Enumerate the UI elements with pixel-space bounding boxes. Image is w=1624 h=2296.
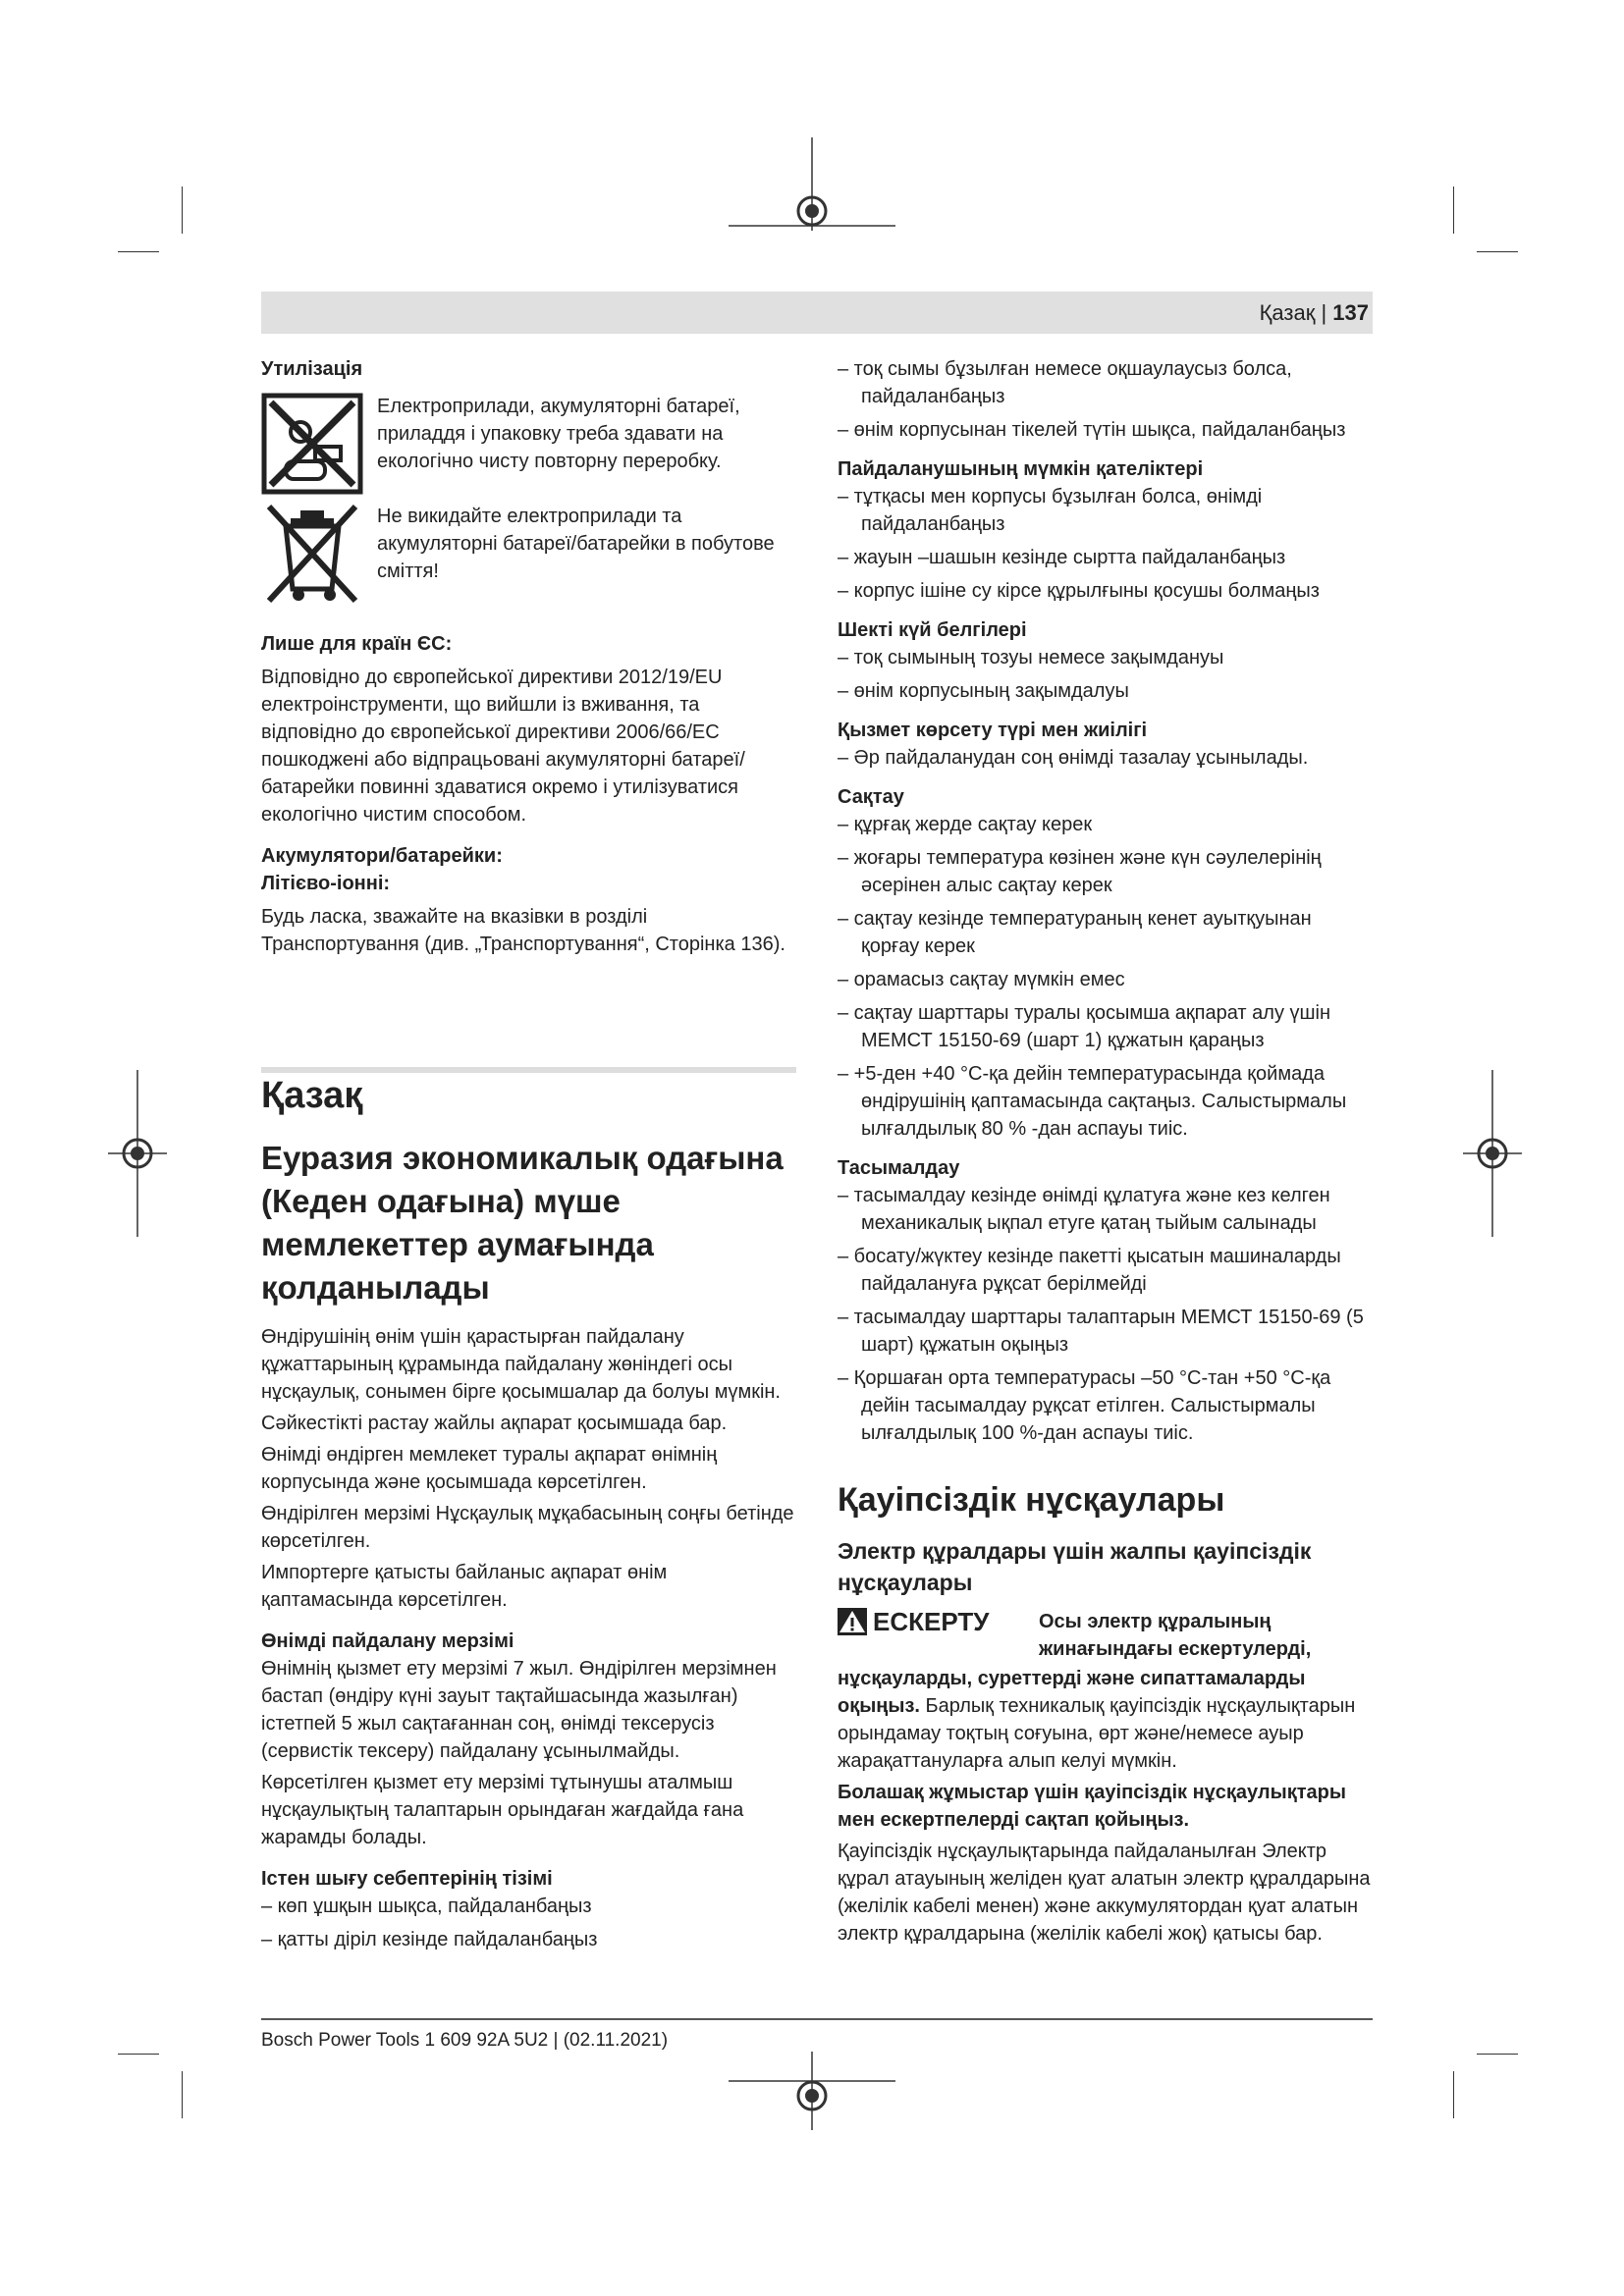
warning-label [838,1608,989,1635]
warning-bold-b: нұсқауларды, суреттерді және сипаттамаларды оқыңыз. [838,1668,1306,1717]
crop-mark [1453,187,1454,234]
warning-text: Барлық техникалық қауіпсіздік нұсқаулықтарын орындамау тоқтың соғуына, өрт және/немесе ауыр жарақаттануларға алып келуі мүмкін. [838,1695,1356,1772]
list-item: – құрғақ жерде сақтау керек [838,814,1093,835]
list-item: – +5-ден +40 °C-қа дейін температурасында қоймада өндірушінің қаптамасында сақтаңыз. Салыстырмалы ылғалдылық 80 % -дан аспауы тиіс. [838,1063,1347,1140]
list-item: – көп ұшқын шықса, пайдаланбаңыз [261,1896,592,1917]
eu-section [261,630,791,962]
footer-text: Bosch Power Tools 1 609 92A 5U2 | (02.11.2021) [261,2030,669,2051]
limit-list [838,644,1373,705]
list-item: – тұтқасы мен корпусы бұзылған болса, өнімді пайдаланбаңыз [838,486,1263,535]
storage-title: Сақтау [838,786,904,808]
transport-title: Тасымалдау [838,1157,960,1179]
intro-paragraph-2: Сәйкестікті растау жайлы ақпарат қосымшада бар. [261,1413,728,1434]
failure-list [261,1893,796,1953]
kazakh-title: Қазақ [261,1075,363,1116]
disposal-title: Утилізація [261,358,363,380]
failure-title: Істен шығу себептерінің тізімі [261,1868,553,1890]
page-header: Қазақ | 137 [1259,300,1369,325]
warning-triangle-icon [838,1608,867,1635]
service-life-text-1: Өнімнің қызмет ету мерзімі 7 жыл. Өндірілген мерзімнен бастап (өндіру күні зауыт тақтайшасында жазылған) істетпей 5 жыл сақтағаннан соң, өнімді тексерусіз (сервистік тексеру) пайдалану ұсынылмайды. [261,1658,777,1762]
service-list [838,744,1373,772]
crop-mark [1477,251,1518,252]
list-item: – тасымалдау шарттары талаптарын МЕМСТ 15150-69 (5 шарт) құжатын оқыңыз [838,1307,1364,1356]
registration-mark-bottom [729,2052,895,2150]
list-item: – тасымалдау кезінде өнімді құлатуға және кез келген механикалық ықпал етуге қатаң тыйым салынады [838,1185,1330,1234]
crossed-battery-icon [261,393,363,495]
crop-mark [118,2054,159,2055]
disposal-paragraph-1: Електроприлади, акумуляторні батареї, приладдя і упаковку треба здавати на екологічно чисту повторну переробку. [377,396,740,472]
list-item: – сақтау шарттары туралы қосымша ақпарат алу үшін МЕМСТ 15150-69 (шарт 1) құжатын қараңыз [838,1002,1331,1051]
list-item: – орамасыз сақтау мүмкін емес [838,969,1125,990]
crop-mark [182,2071,183,2118]
section-rule [261,1067,796,1073]
intro-paragraph-3: Өнімді өндірген мемлекет туралы ақпарат өнімнің корпусында және қосымшада көрсетілген. [261,1444,718,1493]
right-column [838,355,1373,1951]
footer-rule [261,2018,1373,2020]
registration-mark-right [1463,1070,1522,1237]
disposal-text-2 [377,503,789,589]
eu-text: Відповідно до європейської директиви 2012/19/EU електроінструменти, що вийшли із вживання, та відповідно до європейської директиви 2006/66/EC пошкоджені або відпрацьовані акумуляторні батареї/батарейки повинні здаватися окремо і утилізуватися екологічно чистим способом. [261,667,745,826]
warning-bold-a: Осы электр құралының жинағындағы ескертулерді, [1039,1611,1312,1660]
eu-title: Лише для країн ЄС: [261,633,453,655]
service-title: Қызмет көрсету түрі мен жиілігі [838,720,1148,741]
intro-paragraph-5: Импортерге қатысты байланыс ақпарат өнім қаптамасында көрсетілген. [261,1562,668,1611]
disposal-paragraph-2: Не викидайте електроприлади та акумуляторні батареї/батарейки в побутове сміття! [377,506,775,582]
left-column [261,355,796,389]
list-item: – өнім корпусынан тікелей түтін шықса, пайдаланбаңыз [838,419,1346,441]
errors-title: Пайдаланушының мүмкін қателіктері [838,458,1204,480]
service-life-title: Өнімді пайдалану мерзімі [261,1630,514,1652]
list-item: – тоқ сымы бұзылған немесе оқшаулаусыз болса, пайдаланбаңыз [838,358,1292,407]
crossed-wheelie-bin-icon [261,499,363,609]
list-item: – тоқ сымының тозуы немесе зақымдануы [838,647,1224,668]
list-item: – жауын –шашын кезінде сыртта пайдаланбаңыз [838,547,1286,568]
crop-mark [1477,2054,1518,2055]
term-text: Қауіпсіздік нұсқаулықтарында пайдаланылған Электр құрал атауының желіден қуат алатын электр құралдарына (желілік кабелі менен) және аккумулятордан қуат алатын электр құралдарына (желілік кабелі жоқ) қатысы бар. [838,1841,1371,1945]
intro-paragraph-4: Өндірілген мерзімі Нұсқаулық мұқабасының соңғы бетінде көрсетілген. [261,1503,794,1552]
header-section: Қазақ [1259,300,1316,325]
list-item: – жоғары температура көзінен және күн сәулелерінің әсерінен алыс сақтау керек [838,847,1322,896]
safety-title: Қауіпсіздік нұсқаулары [838,1481,1225,1519]
list-item: – босату/жүктеу кезінде пакетті қысатын машиналарды пайдалануға рұқсат берілмейді [838,1246,1341,1295]
service-life-text-2: Көрсетілген қызмет ету мерзімі тұтынушы аталмыш нұсқаулықтың талаптарын орындаған жағдайда ғана жарамды болады. [261,1772,744,1848]
limit-title: Шекті күй белгілері [838,619,1027,641]
crop-mark [118,251,159,252]
registration-mark-left [108,1070,167,1237]
transport-list [838,1182,1373,1447]
page-number: 137 [1332,300,1369,325]
disposal-text-1 [377,393,770,479]
errors-list [838,483,1373,605]
crop-mark [182,187,183,234]
intro-paragraph-1: Өндірушінің өнім үшін қарастырған пайдалану құжаттарының құрамында пайдалану жөніндегі осы нұсқаулық, сонымен бірге қосымшалар да болуы мүмкін. [261,1326,781,1403]
list-item: – өнім корпусының зақымдалуы [838,680,1129,702]
general-safety-title: Электр құралдары үшін жалпы қауіпсіздік нұсқаулары [838,1538,1312,1595]
liion-text: Будь ласка, зважайте на вказівки в розділі Транспортування (див. „Транспортування“, Сторінка 136). [261,906,785,955]
eaeu-title: Еуразия экономикалық одағына (Кеден одағына) мүше мемлекеттер аумағында қолданылады [261,1140,784,1306]
list-item: – Әр пайдаланудан соң өнімді тазалау ұсынылады. [838,747,1309,769]
liion-title: Літієво-іонні: [261,873,391,894]
registration-mark-top [729,137,895,285]
list-item: – Қоршаған орта температурасы –50 °C-тан +50 °C-қа дейін тасымалдау рұқсат етілген. Салыстырмалы ылғалдылық 100 %-дан аспауы тиіс. [838,1367,1331,1444]
storage-list [838,811,1373,1143]
keep-instructions: Болашақ жұмыстар үшін қауіпсіздік нұсқаулықтары мен ескертпелерді сақтап қойыңыз. [838,1782,1346,1831]
crop-mark [1453,2071,1454,2118]
top-list [838,355,1373,444]
list-item: – корпус ішіне су кірсе құрылғыны қосушы болмаңыз [838,580,1320,602]
list-item: – сақтау кезінде температураның кенет ауытқуынан қорғау керек [838,908,1312,957]
warning-label-text: ЕСКЕРТУ [873,1607,990,1636]
kazakh-section [261,1075,796,1959]
header-bar [261,292,1373,334]
batteries-title: Акумулятори/батарейки: [261,845,503,867]
list-item: – қатты діріл кезінде пайдаланбаңыз [261,1929,598,1950]
